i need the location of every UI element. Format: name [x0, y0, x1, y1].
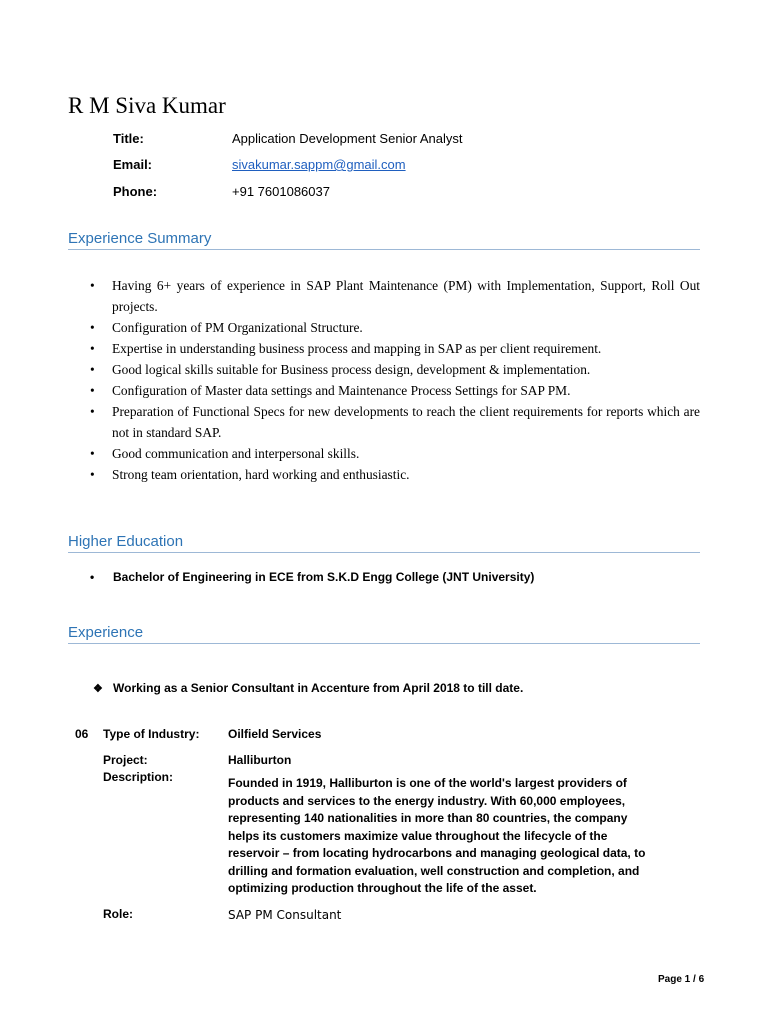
list-item: • Strong team orientation, hard working and enthusiastic. [90, 464, 700, 485]
list-item: • Good logical skills suitable for Business process design, development & implementation. [90, 359, 700, 380]
section-divider [68, 643, 700, 644]
list-item: • Preparation of Functional Specs for new developments to reach the client requirements for reports which are not in standard SAP. [90, 401, 700, 443]
industry-value: Oilfield Services [228, 727, 322, 741]
page-number: Page 1 / 6 [658, 974, 705, 985]
list-item: • Expertise in understanding business process and mapping in SAP as per client requirement. [90, 338, 700, 359]
project-label: Project: [103, 753, 148, 767]
education-item [90, 570, 534, 584]
role-label: Role: [103, 907, 133, 921]
current-position [93, 681, 523, 695]
title-label: Title: [113, 131, 144, 146]
phone-value: +91 7601086037 [232, 184, 330, 199]
email-label: Email: [113, 157, 153, 172]
section-divider [68, 552, 700, 553]
industry-label: Type of Industry: [103, 727, 200, 741]
description-value: Founded in 1919, Halliburton is one of the world's largest providers of products and services to the energy industry. With 60,000 employees, representing 140 nationalities in more than 80 countries, the company helps its customers maximize value throughout the lifecycle of the reservoir – from locating hydrocarbons and managing geological data, to drilling and formation evaluation, well construction and completion, and optimizing production throughout the life of the asset. [228, 776, 646, 895]
diamond-bullet-icon: ❖ [93, 683, 103, 695]
experience-heading: Experience [68, 624, 144, 641]
list-item: • Configuration of Master data settings and Maintenance Process Settings for SAP PM. [90, 380, 700, 401]
project-value: Halliburton [228, 753, 292, 767]
current-position-text: Working as a Senior Consultant in Accenture from April 2018 to till date. [113, 681, 524, 695]
experience-summary-heading: Experience Summary [68, 230, 212, 247]
project-number: 06 [75, 727, 89, 741]
higher-education-heading: Higher Education [68, 533, 184, 550]
list-item: • Having 6+ years of experience in SAP Plant Maintenance (PM) with Implementation, Support, Roll Out projects. [90, 275, 700, 317]
candidate-name: R M Siva Kumar [68, 93, 226, 118]
phone-label: Phone: [113, 184, 158, 199]
title-value: Application Development Senior Analyst [232, 131, 463, 146]
role-value: SAP PM Consultant [228, 908, 342, 922]
section-divider [68, 249, 700, 250]
education-text: Bachelor of Engineering in ECE from S.K.D Engg College (JNT University) [113, 570, 535, 584]
email-link[interactable]: sivakumar.sappm@gmail.com [232, 157, 406, 172]
description-label: Description: [103, 770, 174, 784]
experience-summary-list [90, 275, 700, 485]
list-item: • Configuration of PM Organizational Structure. [90, 317, 700, 338]
list-item: • Good communication and interpersonal skills. [90, 443, 700, 464]
